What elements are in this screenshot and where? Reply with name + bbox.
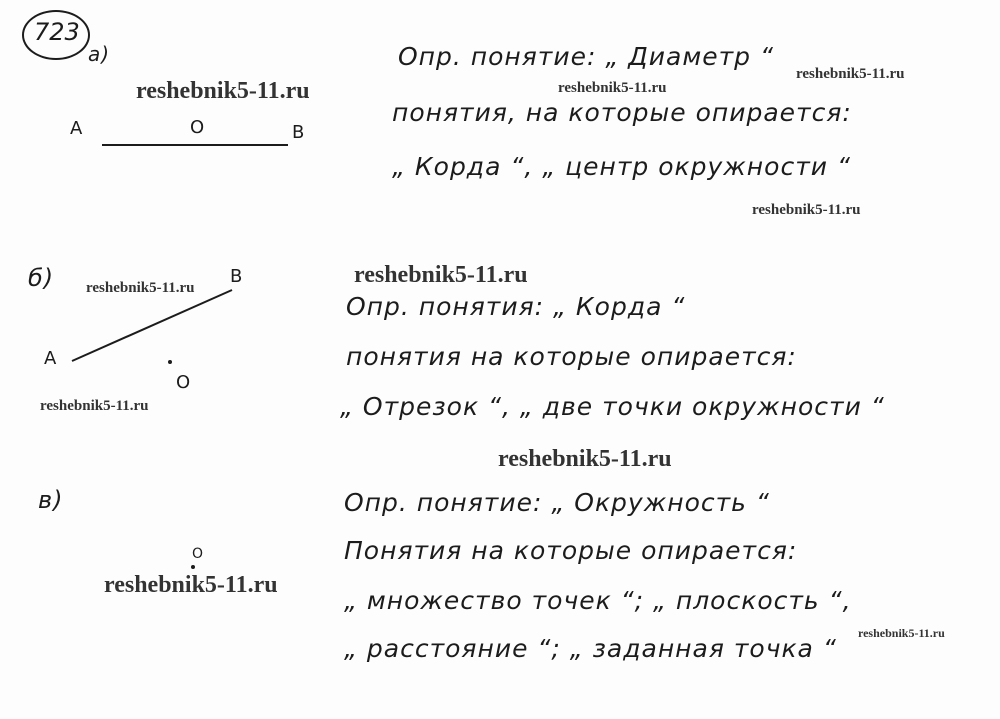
watermark: reshebnik5-11.ru [498,446,672,472]
part-a-line-3: „ Корда “, „ центр окружности “ [392,152,851,181]
part-a-label: а) [88,42,111,66]
chord-segment [72,290,232,361]
center-point-c [191,565,195,569]
point-b-label: B [230,266,243,287]
part-c-line-3: „ множество точек “; „ плоскость “, [344,586,852,615]
part-c-line-4: „ расстояние “; „ заданная точка “ [344,634,837,663]
point-b-label: B [292,122,305,143]
point-o-label: O [176,372,191,393]
part-c-line-2: Понятия на которые опирается: [344,536,798,565]
part-b-label: б) [28,264,55,292]
watermark: reshebnik5-11.ru [558,80,667,96]
part-b-line-3: „ Отрезок “, „ две точки окружности “ [340,392,885,421]
point-a-label: A [44,348,57,369]
watermark: reshebnik5-11.ru [752,202,861,218]
task-number: 723 [34,18,80,46]
part-b-line-2: понятия на которые опирается: [346,342,797,371]
point-o-label: O [192,546,204,562]
center-point-b [168,360,172,364]
part-a-line-2: понятия, на которые опирается: [392,98,852,127]
watermark: reshebnik5-11.ru [136,78,310,104]
watermark: reshebnik5-11.ru [40,398,149,414]
watermark: reshebnik5-11.ru [354,262,528,288]
watermark: reshebnik5-11.ru [796,66,905,82]
point-a-label: A [70,118,83,139]
part-c-label: в) [38,486,64,514]
watermark: reshebnik5-11.ru [858,626,945,640]
watermark: reshebnik5-11.ru [104,572,278,598]
part-a-line-1: Опр. понятие: „ Диаметр “ [398,42,774,71]
part-c-line-1: Опр. понятие: „ Окружность “ [344,488,770,517]
watermark: reshebnik5-11.ru [86,280,195,296]
point-o-label: O [190,117,205,138]
part-b-line-1: Опр. понятия: „ Корда “ [346,292,686,321]
